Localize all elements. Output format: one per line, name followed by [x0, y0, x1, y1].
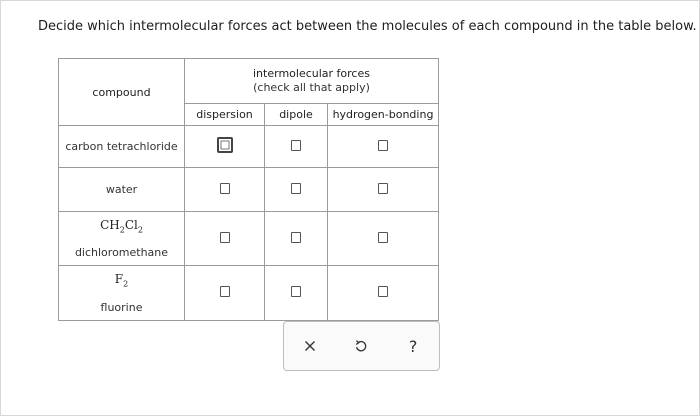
help-icon: ?: [408, 336, 418, 356]
checkbox-cell: [328, 212, 439, 266]
compound-header-cell: [59, 59, 185, 126]
dipole-checkbox[interactable]: [291, 232, 301, 243]
dispersion-checkbox[interactable]: [220, 183, 230, 194]
checkbox-cell: [185, 212, 265, 266]
checkbox-cell: [328, 168, 439, 212]
compound-name: dichloromethane: [74, 245, 169, 259]
compound-name: carbon tetrachloride: [65, 139, 178, 153]
forces-subheader: (check all that apply): [253, 81, 370, 94]
table-row-carbon-tetrachloride: [59, 126, 439, 168]
compound-cell: [59, 266, 185, 321]
help-button[interactable]: [398, 331, 428, 361]
forces-header-cell: [185, 59, 439, 104]
compound-cell: [59, 212, 185, 266]
checkbox-cell: [185, 168, 265, 212]
compound-header: compound: [92, 85, 151, 99]
dipole-checkbox[interactable]: [291, 183, 301, 194]
compound-name: fluorine: [100, 301, 143, 315]
checkbox-cell: [265, 168, 328, 212]
dipole-checkbox[interactable]: [291, 286, 301, 297]
hydrogen-bonding-checkbox[interactable]: [378, 140, 388, 151]
forces-header: intermolecular forces: [253, 67, 370, 80]
dispersion-checkbox[interactable]: [220, 286, 230, 297]
table-row-dichloromethane: [59, 212, 439, 266]
checkbox-cell: [265, 126, 328, 168]
checkbox-cell: [328, 126, 439, 168]
col-header-hydrogen-bonding: hydrogen-bonding: [328, 104, 439, 126]
compound-cell: [59, 168, 185, 212]
forces-table: [58, 58, 439, 321]
hydrogen-bonding-checkbox[interactable]: [378, 183, 388, 194]
checkbox-cell: [328, 266, 439, 321]
checkbox-cell: [185, 126, 265, 168]
answer-toolbar: [283, 321, 440, 371]
dispersion-checkbox[interactable]: [220, 232, 230, 243]
col-header-dipole: dipole: [265, 104, 328, 126]
close-icon: [304, 340, 316, 352]
compound-formula: $CH_2Cl_2$: [100, 218, 143, 235]
checkbox-cell: [265, 266, 328, 321]
instruction-text: Decide which intermolecular forces act between the molecules of each compound in the table below.: [38, 19, 697, 34]
dipole-checkbox[interactable]: [291, 140, 301, 151]
table-row-water: [59, 168, 439, 212]
undo-button[interactable]: [346, 331, 376, 361]
checkbox-cell: [265, 212, 328, 266]
undo-icon: [354, 339, 368, 353]
hydrogen-bonding-checkbox[interactable]: [378, 286, 388, 297]
close-button[interactable]: [295, 331, 325, 361]
hydrogen-bonding-checkbox[interactable]: [378, 232, 388, 243]
compound-cell: [59, 126, 185, 168]
col-header-dispersion: dispersion: [185, 104, 265, 126]
checkbox-cell: [185, 266, 265, 321]
dispersion-checkbox[interactable]: [217, 137, 233, 153]
table-row-fluorine: [59, 266, 439, 321]
compound-formula: $F_2$: [114, 271, 129, 289]
compound-name: water: [105, 182, 138, 196]
